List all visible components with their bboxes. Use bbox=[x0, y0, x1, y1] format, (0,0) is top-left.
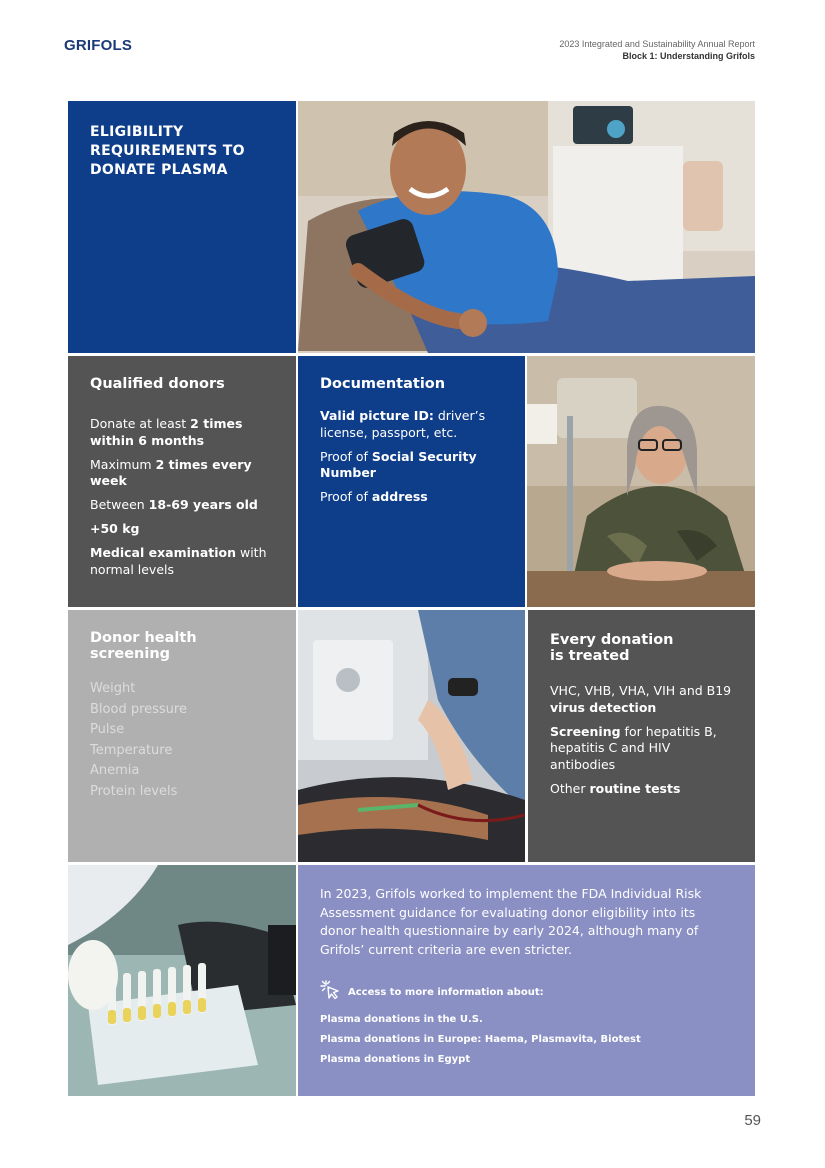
documentation-panel bbox=[298, 356, 525, 607]
qualified-item: Medical examination with normal levels bbox=[90, 545, 267, 577]
eligibility-panel bbox=[68, 101, 296, 353]
lab-samples-photo bbox=[68, 865, 296, 1096]
info-note-panel bbox=[298, 865, 755, 1096]
eligibility-title: ELIGIBILITY REQUIREMENTS TO DONATE PLASMA bbox=[90, 124, 245, 178]
treated-item: VHC, VHB, VHA, VIH and B19 virus detection bbox=[550, 683, 732, 715]
screening-item: Protein levels bbox=[90, 783, 178, 799]
donation-treated-title: Every donation is treated bbox=[550, 632, 674, 664]
page-number: 59 bbox=[744, 1112, 761, 1129]
link-plasma-egypt[interactable]: Plasma donations in Egypt bbox=[320, 1054, 471, 1065]
screening-item: Pulse bbox=[90, 722, 125, 737]
documentation-title: Documentation bbox=[320, 376, 446, 392]
screening-item: Weight bbox=[90, 681, 136, 696]
fda-note-text: In 2023, Grifols worked to implement the FDA Individual Risk Assessment guidance for evaluating donor eligibility into its donor health questionnaire by early 2024, although many of Grifols’ current criteria are even stricter. bbox=[320, 886, 702, 957]
health-screening-title: Donor health screening bbox=[90, 630, 197, 662]
qualified-item: Between 18-69 years old bbox=[90, 497, 258, 512]
link-plasma-europe[interactable]: Plasma donations in Europe: Haema, Plasmavita, Biotest bbox=[320, 1034, 641, 1045]
donor-photo bbox=[298, 101, 755, 353]
qualified-donors-title: Qualified donors bbox=[90, 376, 225, 392]
link-plasma-us[interactable]: Plasma donations in the U.S. bbox=[320, 1014, 483, 1025]
treated-item: Screening for hepatitis B, hepatitis C and HIV antibodies bbox=[550, 723, 717, 772]
treated-item: Other routine tests bbox=[550, 780, 681, 796]
qualified-item: Maximum 2 times every week bbox=[90, 456, 252, 488]
documentation-item: Valid picture ID: driver’s license, passport, etc. bbox=[320, 408, 486, 440]
qualified-item: +50 kg bbox=[90, 521, 140, 536]
screening-item: Blood pressure bbox=[90, 701, 187, 717]
documentation-item: Proof of address bbox=[320, 489, 428, 504]
block-label: Block 1: Understanding Grifols bbox=[622, 51, 755, 61]
donation-treated-panel bbox=[528, 610, 755, 862]
screening-item: Anemia bbox=[90, 763, 140, 778]
qualified-item: Donate at least 2 times within 6 months bbox=[90, 416, 243, 448]
woman-donor-photo bbox=[527, 356, 755, 607]
cursor-click-icon bbox=[320, 979, 342, 1005]
access-more-info bbox=[320, 979, 733, 1005]
screening-item: Temperature bbox=[90, 742, 173, 758]
grifols-logo: GRIFOLS bbox=[64, 37, 133, 54]
qualified-donors-panel bbox=[68, 356, 296, 607]
report-header bbox=[559, 38, 755, 62]
report-title: 2023 Integrated and Sustainability Annual Report bbox=[559, 39, 755, 49]
documentation-item: Proof of Social Security Number bbox=[320, 448, 477, 480]
health-screening-panel bbox=[68, 610, 296, 862]
access-label: Access to more information about: bbox=[348, 986, 544, 998]
blood-draw-photo bbox=[298, 610, 525, 862]
